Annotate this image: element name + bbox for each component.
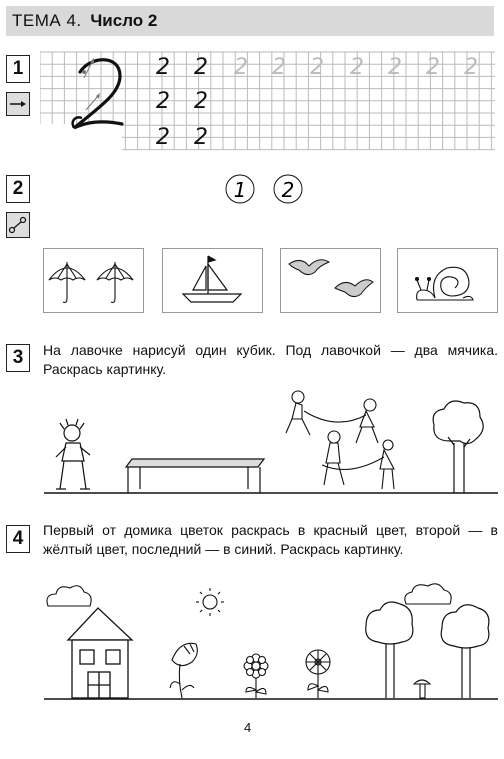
card-umbrellas[interactable] [44, 249, 144, 313]
sample-digit: 2 [194, 89, 208, 114]
task-number-4: 4 [6, 525, 30, 553]
scene-house-flowers [40, 580, 500, 705]
sun-icon [196, 588, 224, 616]
connect-dots-icon [6, 212, 30, 238]
task-4-text: Первый от домика цветок раскрась в красный цвет, второй — в жёлтый цвет, последний — в синий. Раскрась картинку. [43, 522, 498, 557]
sample-digit: 2 [156, 55, 170, 80]
bench-icon [126, 459, 264, 493]
page-number: 4 [244, 720, 252, 735]
topic-title: Число 2 [90, 11, 158, 30]
trace-digit: 2 [234, 55, 248, 80]
task-number-2: 2 [6, 175, 30, 203]
writing-grid [40, 50, 500, 154]
trace-digit: 2 [426, 55, 440, 80]
circle-label-2: 2 [281, 178, 295, 202]
sample-digit: 2 [194, 125, 208, 150]
cloud-icon [405, 584, 451, 604]
card-birds[interactable] [281, 249, 381, 313]
sample-digit: 2 [156, 125, 170, 150]
children-jump-rope-icon [286, 391, 394, 489]
number-circles [222, 172, 312, 208]
flower-icon [170, 643, 197, 698]
arrow-right-icon [6, 92, 30, 116]
card-snail[interactable] [398, 249, 498, 313]
flower-icon [244, 654, 268, 698]
task-3-text: На лавочке нарисуй один кубик. Под лавочкой — два мячика. Раскрась картинку. [43, 342, 498, 377]
card-boat[interactable] [163, 249, 263, 313]
flower-icon [306, 650, 330, 698]
sample-digit: 2 [156, 89, 170, 114]
cloud-icon [47, 586, 91, 606]
topic-label: ТЕМА 4. [12, 11, 82, 30]
tree-icon [441, 605, 489, 698]
trace-digit: 2 [388, 55, 402, 80]
model-digit-2-icon [73, 58, 122, 128]
girl-icon [56, 419, 90, 489]
topic-header [6, 6, 494, 36]
circle-label-1: 1 [233, 178, 247, 202]
scene-bench [40, 385, 500, 500]
mushroom-icon [414, 680, 430, 698]
tree-icon [433, 401, 483, 493]
trace-digit: 2 [310, 55, 324, 80]
trace-digit: 2 [272, 55, 286, 80]
picture-cards [43, 248, 498, 314]
task-number-3: 3 [6, 344, 30, 372]
house-icon [68, 608, 132, 698]
trace-digit: 2 [464, 55, 478, 80]
sample-digit: 2 [194, 55, 208, 80]
tree-icon [366, 602, 413, 698]
trace-digit: 2 [350, 55, 364, 80]
task-number-1: 1 [6, 55, 30, 83]
